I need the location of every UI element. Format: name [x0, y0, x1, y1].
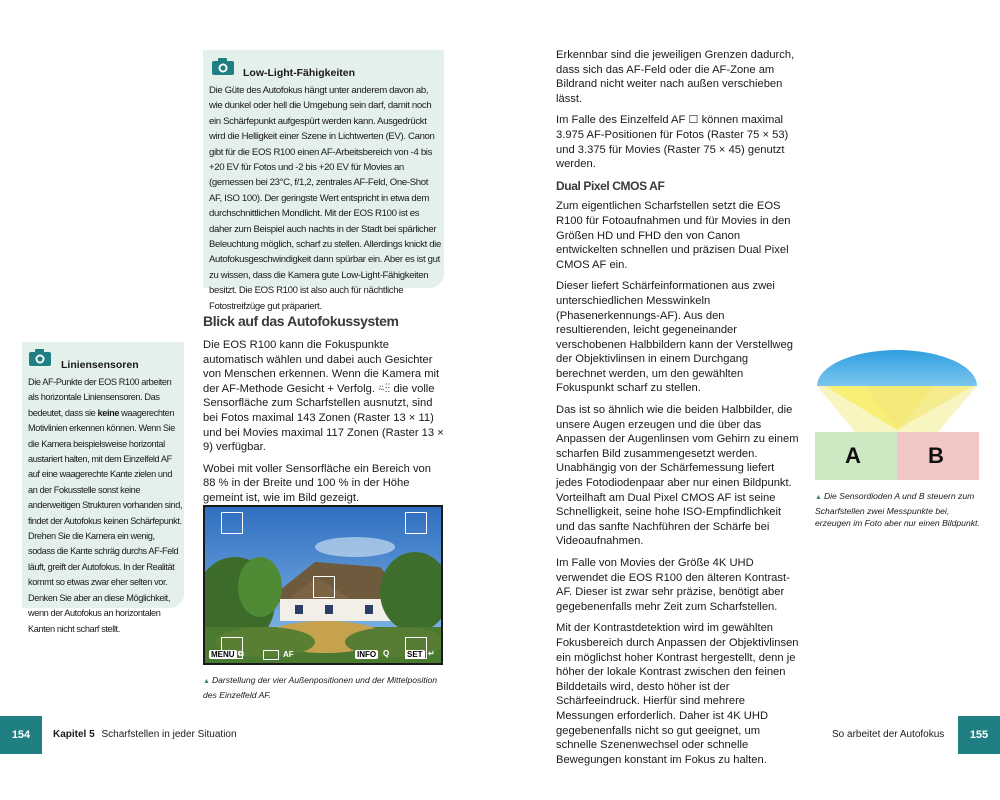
- camera-screen-photo: [203, 505, 443, 665]
- menu-icon: ⧉: [238, 649, 244, 658]
- footer-section-title: So arbeitet der Autofokus: [832, 729, 945, 740]
- page-number-left: 154: [0, 716, 42, 754]
- info-button[interactable]: INFO: [357, 650, 377, 659]
- caption-marker-icon: ▲: [815, 494, 822, 501]
- liniensensoren-text-2: waagerechten Motivlinien erkennen können. Wenn Sie die Kamera beispielsweise horizontal austariert halten, mit dem Einzelfeld AF auf eine waagerechte Kante zielen und an der Fokusstelle sonst keine anderweitigen Strukturen vorhanden sind, findet der Autofokus keinen Schärfepunkt. Drehen Sie die Kamera ein wenig, sodass die Kante schräg durchs AF-Feld läuft, greift der Autofokus. In der Realität kommt so etwas zwar eher selten vor. Denken Sie aber an diese Möglichkeit, wenn der Autofokus an horizontalen Kanten nicht scharf stellt.: [28, 407, 183, 634]
- lowlight-box-title: Low-Light-Fähigkeiten: [243, 67, 355, 79]
- diode-a-label: A: [845, 443, 861, 468]
- lens-light-diagram: [815, 340, 979, 485]
- diagram-caption: [815, 490, 985, 530]
- paragraph-dpaf-1: Zum eigentlichen Scharfstellen setzt die EOS R100 für Fotoaufnahmen und für Movies in den Größen HD und FHD den von Canon entwickelten schnellen und präzisen Dual Pixel CMOS AF ein.: [556, 200, 791, 271]
- caption-marker-icon: ▲: [203, 678, 210, 685]
- lowlight-box-text: Die Güte des Autofokus hängt unter anderem davon ab, wie dunkel oder hell die Umgebung sein darf, damit noch ein Schärfepunkt aufgespürt werden kann. Ausgedrückt wird die Helligkeit einer Szene in Lichtwerten (EV). Canon gibt für die EOS R100 einen AF-Arbeitsbereich von -4 bis +20 EV für Fotos und -2 bis +20 EV für Movies an (gemessen bei 23°C, f/1,2, zentrales AF-Feld, One-Shot AF, ISO 100). Der geringste Wert entspricht in etwa dem durchschnittlichen Mondlicht. Mit der EOS R100 ist es daher zum Beispiel auch nachts in der Stadt bei spärlicher Beleuchtung möglich, scharf zu stellen. Allerdings knickt die Autofokusgeschwindigkeit dann spürbar ein. Aber es ist gut zu wissen, dass die Kamera gute Low-Light-Fähigkeiten besitzt. Die EOS R100 ist also auch für nächtliche Fotostreifzüge gut präpariert.: [209, 85, 441, 312]
- magnify-icon: Q: [383, 649, 390, 658]
- photo-caption-text: Darstellung der vier Außenpositionen und der Mittelposition des Einzelfeld AF.: [203, 675, 438, 700]
- liniensensoren-text-1: Die AF-Punkte der EOS R100 arbeiten als horizontale Liniensensoren. Das bedeutet, dass sie: [28, 377, 172, 418]
- photo-caption: [203, 674, 445, 701]
- sensor-diode-diagram: [815, 340, 979, 485]
- paragraph-kontrast: Mit der Kontrastdetektion wird im gewählten Fokusbereich durch Anpassen der Objektivlinsen ein möglichst hoher Kontrast hergestellt, denn je höher der lokale Kontrast zwischen den feinen Bilddetails wird, desto höher ist der Schärfeeindruck. Hierfür sind mehrere Messungen erforderlich. Daher ist 4K UHD gegebenenfalls nicht so gut geeignet, um schnelle Szenenwechsel oder schnelle Bewegungen konstant im Fokus zu halten.: [556, 622, 799, 766]
- return-icon: ↵: [428, 649, 435, 658]
- af-frame-center: [313, 576, 335, 598]
- lowlight-info-box: [203, 50, 444, 312]
- liniensensoren-box-text: [28, 375, 183, 637]
- paragraph-autofokus-1: Die EOS R100 kann die Fokuspunkte automatisch wählen und dabei auch Gesichter von Menschen erkennen. Wenn die Kamera mit der AF-Methode Gesicht + Verfolg. ⍨⁝⁝ die volle Sensorfläche zum Scharfstellen ausnutzt, sind bei Fotos maximal 143 Zonen (Raster 13 × 11) und bei Movies maximal 117 Zonen (Raster 13 × 9) verfügbar.: [203, 339, 444, 454]
- set-button[interactable]: SET: [407, 650, 423, 659]
- footer-chapter: [53, 729, 237, 740]
- liniensensoren-text-bold: keine: [97, 407, 120, 418]
- left-body-text: [203, 338, 445, 513]
- paragraph-dpaf-2: Dieser liefert Schärfeinformationen aus zwei unterschiedlichen Messwinkeln (Phasenerkennungs-AF). Aus den resultierenden, leicht gegeneinander verschobenen Halbbildern kann der Verstellweg der Objektivlinsen in einem Durchgang berechnet werden, um den gewählten Fokuspunkt scharf zu stellen.: [556, 280, 793, 395]
- af-label: AF: [283, 650, 294, 659]
- paragraph-4k: Im Falle von Movies der Größe 4K UHD verwendet die EOS R100 den älteren Kontrast-AF. Dieser ist zwar sehr präzise, benötigt aber gegebenenfalls mehr Zeit zum Scharfstellen.: [556, 557, 790, 613]
- paragraph-grenzen: Erkennbar sind die jeweiligen Grenzen dadurch, dass sich das AF-Feld oder die AF-Zone am Bildrand nicht weiter nach außen verschieben lässt.: [556, 49, 795, 105]
- section-heading: Blick auf das Autofokussystem: [203, 313, 399, 329]
- footer-chapter-number: Kapitel 5: [53, 729, 95, 740]
- diode-b-label: B: [928, 443, 944, 468]
- af-method-icon: [263, 650, 279, 660]
- af-frame-top-left: [221, 512, 243, 534]
- liniensensoren-box-title: Liniensensoren: [61, 359, 139, 371]
- page-number-right: 155: [958, 716, 1000, 754]
- diagram-caption-text: Die Sensordioden A und B steuern zum Scharfstellen zwei Messpunkte bei, erzeugen im Foto aber nur einen Bildpunkt.: [815, 491, 980, 528]
- camera-overlay-bar: [205, 648, 441, 663]
- af-frame-top-right: [405, 512, 427, 534]
- camera-icon: [212, 58, 234, 75]
- paragraph-einzelfeld: Im Falle des Einzelfeld AF ☐ können maximal 3.975 AF-Positionen für Fotos (Raster 75 × 53) und 3.375 für Movies (Raster 75 × 45) genutzt werden.: [556, 114, 789, 171]
- heading-dual-pixel: Dual Pixel CMOS AF: [556, 178, 665, 193]
- paragraph-autofokus-2: Wobei mit voller Sensorfläche ein Bereich von 88 % in der Breite und 100 % in der Höhe gemeint ist, wie im Bild gezeigt.: [203, 462, 432, 504]
- menu-button[interactable]: MENU: [211, 650, 235, 659]
- liniensensoren-info-box: [22, 342, 184, 634]
- footer-chapter-title: Scharfstellen in jeder Situation: [101, 729, 237, 740]
- paragraph-dpaf-3: Das ist so ähnlich wie die beiden Halbbilder, die unsere Augen erzeugen und die über das Anpassen der Augenlinsen vom Gehirn zu einem scharfen Bild zusammengesetzt werden. Unabhängig von der Schärfemessung liefert jedes Fotodiodenpaar aber nur einen Bildpunkt. Vorteilhaft am Dual Pixel CMOS AF ist seine Schnelligkeit, seine hohe ISO-Empfindlichkeit und das sanfte Nachführen der Schärfe bei Videoaufnahmen.: [556, 404, 799, 548]
- right-body-text: [556, 48, 800, 774]
- camera-icon: [29, 349, 51, 366]
